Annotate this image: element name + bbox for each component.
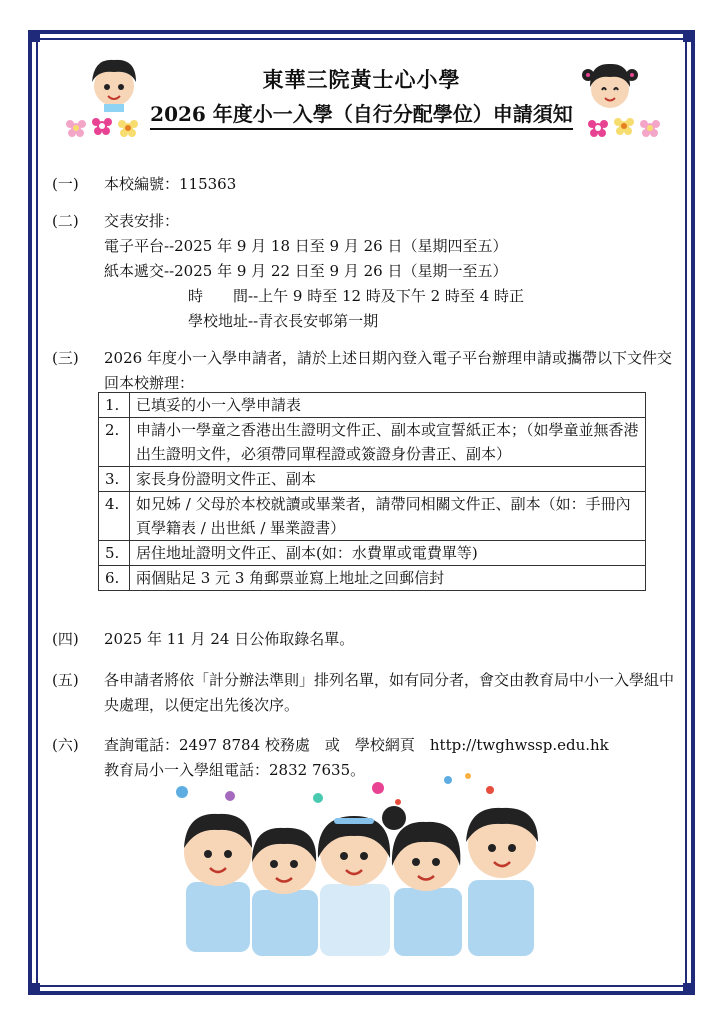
row-number: 2. [99, 418, 130, 467]
section-3 [52, 346, 672, 396]
row-text: 已填妥的小一入學申請表 [130, 393, 646, 418]
ranking-rule: 各申請者將依「計分辦法準則」排列名單，如有同分者，會交由教育局中小一入學組中央處理，以便定出先後次序。 [104, 671, 675, 714]
row-text: 如兄姊 / 父母於本校就讀或畢業者，請帶同相關文件正、副本（如：手冊內頁學籍表 / 出世紙 / 畢業證書） [130, 492, 646, 541]
table-row [99, 393, 646, 418]
children-group-illustration [168, 772, 558, 958]
section-2-body [104, 209, 674, 334]
notice-title [0, 98, 723, 127]
row-number: 1. [99, 393, 130, 418]
section-2 [52, 209, 672, 334]
section-number: (三) [52, 349, 79, 367]
border-corner [683, 32, 693, 42]
section-1 [52, 172, 672, 197]
section-4 [52, 627, 672, 652]
notice-title-text: 2026 年度小一入學（自行分配學位）申請須知 [150, 102, 573, 130]
row-text: 兩個貼足 3 元 3 角郵票並寫上地址之回郵信封 [130, 566, 646, 591]
section-5 [52, 668, 675, 718]
row-number: 4. [99, 492, 130, 541]
section-number: (四) [52, 630, 79, 648]
school-address: 學校地址--青衣長安邨第一期 [188, 312, 379, 330]
documents-table [98, 392, 646, 591]
application-instruction: 2026 年度小一入學申請者，請於上述日期內登入電子平台辦理申請或攜帶以下文件交回本校辦理： [104, 349, 672, 392]
row-text: 申請小一學童之香港出生證明文件正、副本或宣誓紙正本；（如學童並無香港出生證明文件，必須帶同單程證或簽證身份書正、副本） [130, 418, 646, 467]
school-name: 東華三院黃士心小學 [262, 67, 461, 92]
border-corner [30, 32, 40, 42]
table-row [99, 492, 646, 541]
section-number: (一) [52, 175, 79, 193]
paper-dates: 紙本遞交--2025 年 9 月 22 日至 9 月 26 日（星期一至五） [104, 262, 508, 280]
table-row [99, 566, 646, 591]
row-text: 家長身份證明文件正、副本 [130, 467, 646, 492]
section-number: (二) [52, 212, 79, 230]
section-number: (六) [52, 736, 79, 754]
row-number: 3. [99, 467, 130, 492]
school-code: 本校編號：115363 [104, 175, 237, 193]
table-row [99, 418, 646, 467]
section-number: (五) [52, 671, 79, 689]
table-row [99, 541, 646, 566]
edb-phone: 教育局小一入學組電話：2832 7635。 [104, 761, 366, 779]
online-dates: 電子平台--2025 年 9 月 18 日至 9 月 26 日（星期四至五） [104, 237, 508, 255]
office-hours: 時 間--上午 9 時至 12 時及下午 2 時至 4 時正 [188, 287, 525, 305]
submission-heading: 交表安排： [104, 212, 180, 230]
row-number: 6. [99, 566, 130, 591]
table-row [99, 467, 646, 492]
row-number: 5. [99, 541, 130, 566]
border-corner [30, 983, 40, 993]
border-corner [683, 983, 693, 993]
enquiry-phone: 查詢電話：2497 8784 校務處 或 學校網頁 http://twghwssp.edu.hk [104, 736, 609, 754]
admission-list-date: 2025 年 11 月 24 日公佈取錄名單。 [104, 630, 355, 648]
row-text: 居住地址證明文件正、副本(如：水費單或電費單等) [130, 541, 646, 566]
